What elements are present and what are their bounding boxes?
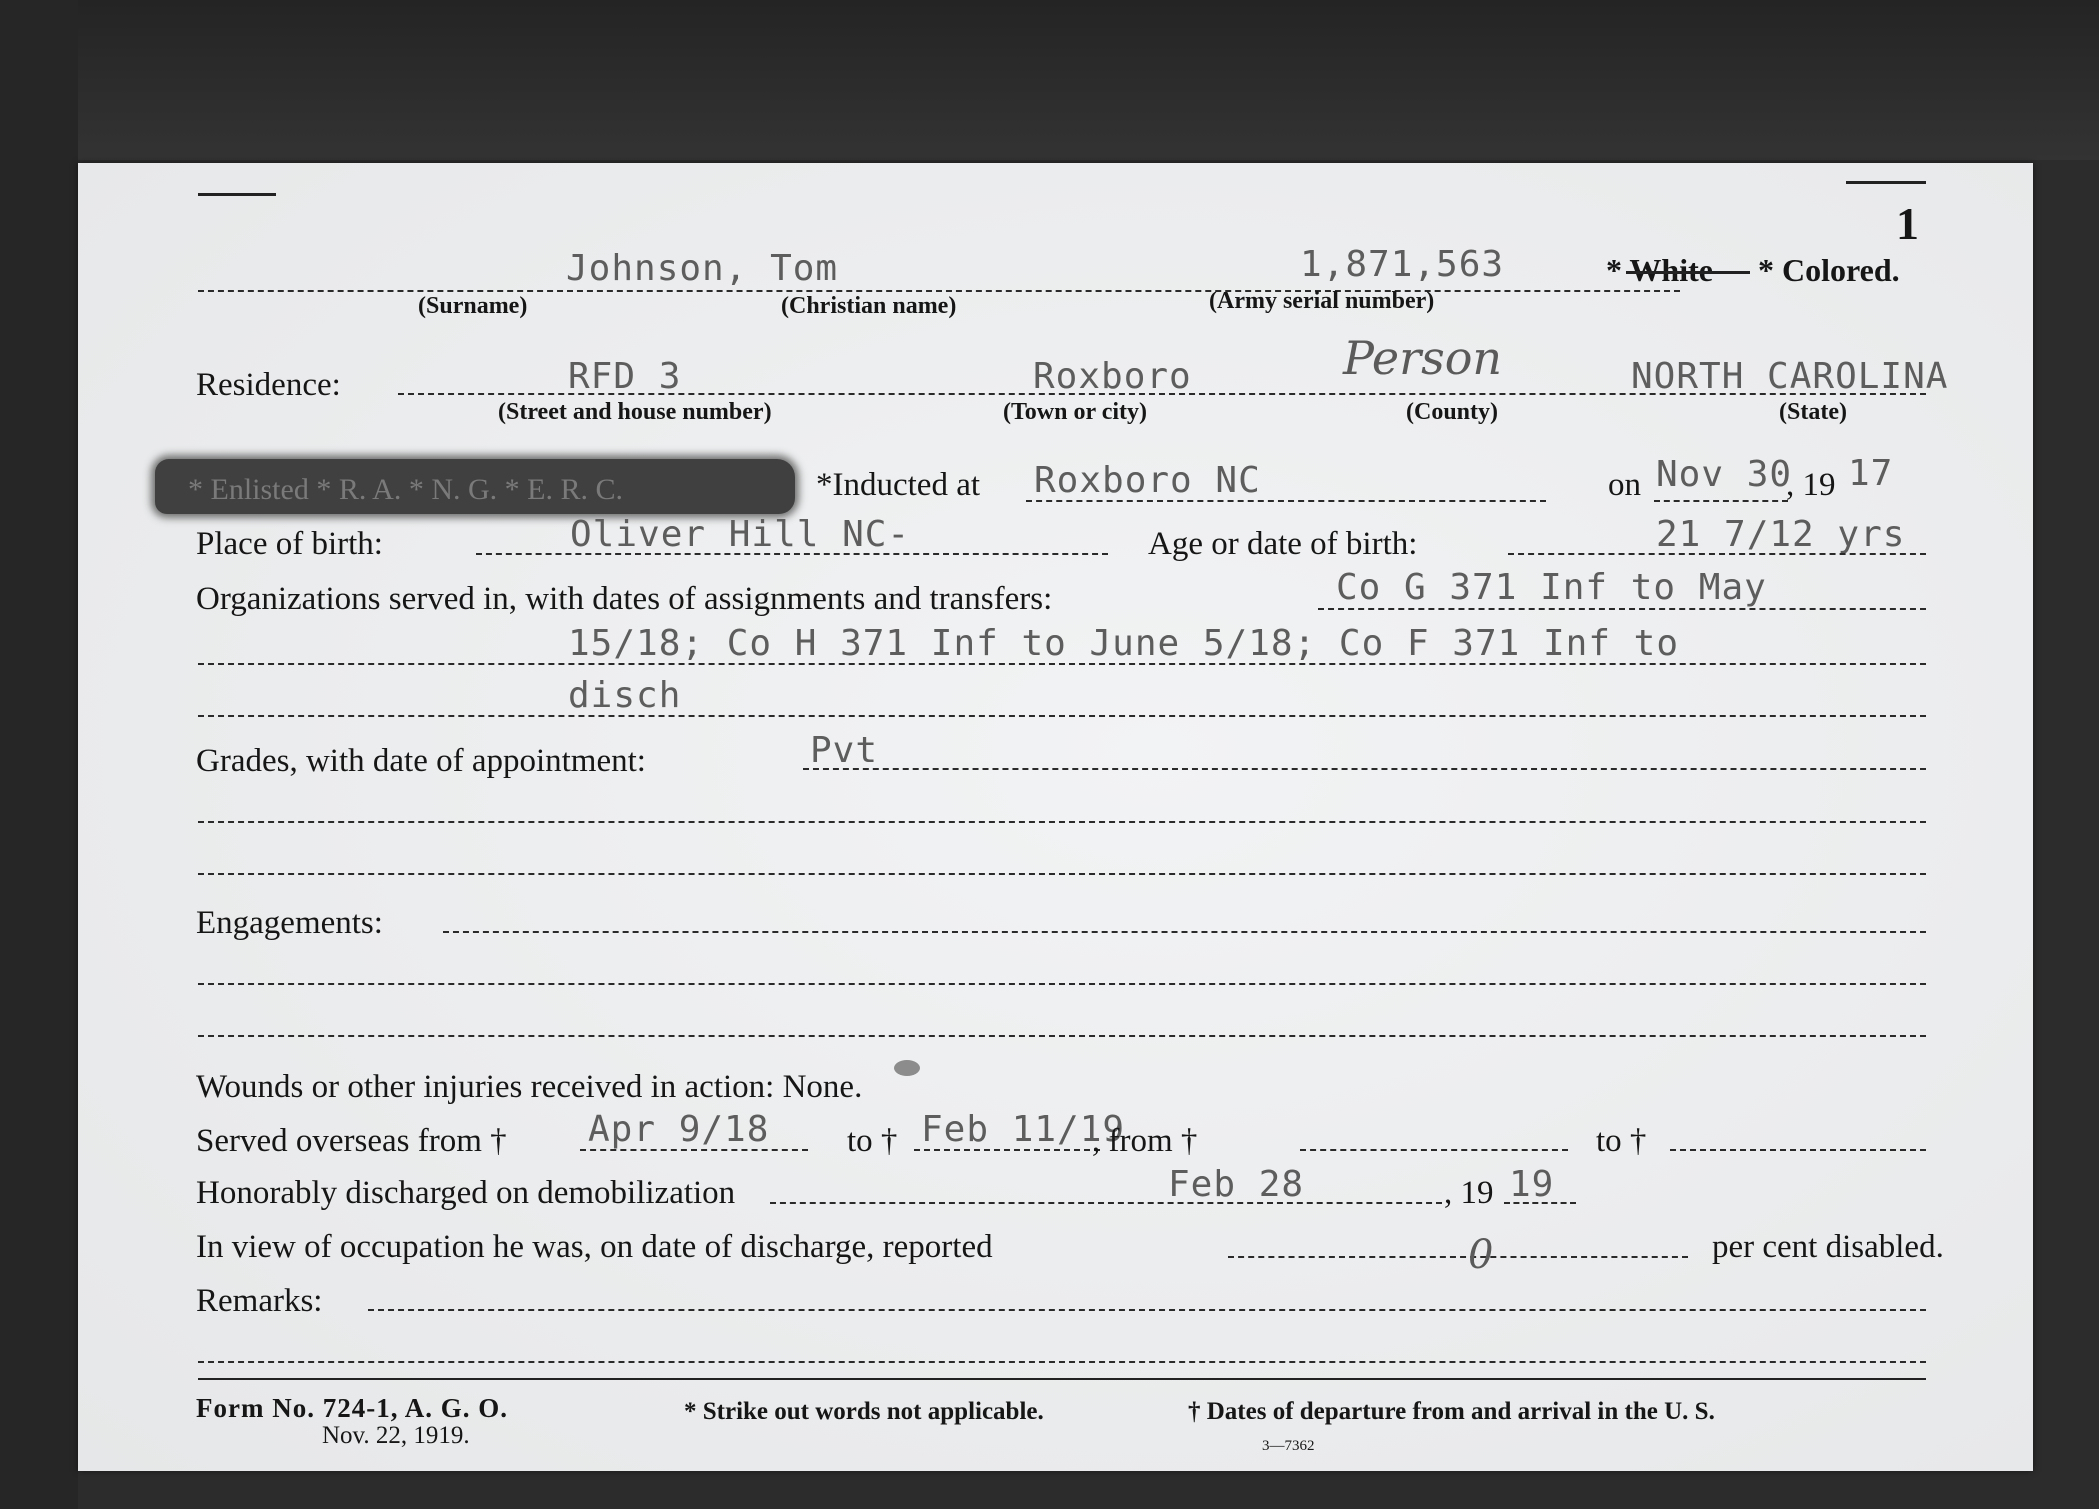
overseas-from2-label: , from † [1092, 1123, 1198, 1159]
top-right-rule [1846, 181, 1926, 184]
inducted-date-line [1654, 500, 1788, 502]
state-value: NORTH CAROLINA [1631, 356, 1949, 397]
on-label: on [1608, 467, 1641, 503]
form-date: Nov. 22, 1919. [322, 1422, 470, 1449]
organizations-line2 [198, 663, 1926, 665]
organizations-line3-value: disch [568, 675, 682, 716]
overseas-from-date: Apr 9/18 [588, 1109, 770, 1150]
overseas-to-line [914, 1149, 1100, 1151]
place-of-birth-line [476, 553, 1108, 555]
discharge-year-line [1504, 1202, 1576, 1204]
organizations-label: Organizations served in, with dates of assignments and transfers: [196, 581, 1053, 617]
christian-name-caption: (Christian name) [781, 293, 957, 319]
serial-caption: (Army serial number) [1209, 288, 1435, 314]
inducted-year-value: 17 [1848, 453, 1894, 494]
form-number: Form No. 724-1, A. G. O. [196, 1393, 508, 1423]
engagements-line2 [198, 983, 1926, 985]
engagements-label: Engagements: [196, 905, 383, 941]
disability-line [1228, 1256, 1688, 1258]
discharge-date-value: Feb 28 [1168, 1164, 1305, 1205]
inducted-date-value: Nov 30 [1656, 454, 1793, 495]
inducted-line [1026, 500, 1546, 502]
organizations-line1 [1318, 608, 1926, 610]
discharge-year-prefix: , 19 [1444, 1175, 1494, 1211]
discharge-line [770, 1202, 1442, 1204]
disability-value: 0 [1468, 1232, 1494, 1278]
grades-line2 [198, 821, 1926, 823]
inducted-label: *Inducted at [816, 467, 981, 503]
footer-rule [198, 1378, 1926, 1380]
grades-line1 [803, 768, 1926, 770]
strike-out-note: * Strike out words not applicable. [684, 1398, 1044, 1425]
street-caption: (Street and house number) [498, 399, 772, 425]
ink-blot [894, 1060, 920, 1076]
place-of-birth-value: Oliver Hill NC- [570, 514, 911, 555]
overseas-to2-line [1670, 1149, 1926, 1151]
record-card [78, 163, 2033, 1471]
overseas-from2-line [1300, 1149, 1568, 1151]
residence-label: Residence: [196, 367, 341, 403]
top-left-rule [198, 193, 276, 196]
surname-name-value: Johnson, Tom [566, 248, 839, 289]
overseas-from-line [580, 1149, 808, 1151]
state-caption: (State) [1779, 399, 1847, 425]
organizations-line1-value: Co G 371 Inf to May [1336, 567, 1767, 608]
age-label: Age or date of birth: [1148, 526, 1418, 562]
grades-label: Grades, with date of appointment: [196, 743, 646, 779]
white-strikethrough [1626, 271, 1750, 274]
age-line [1508, 553, 1926, 555]
remarks-line1 [368, 1309, 1926, 1311]
background-left [0, 0, 78, 1509]
inducted-year-prefix: , 19 [1786, 467, 1836, 503]
town-caption: (Town or city) [1003, 399, 1147, 425]
race-colored: * Colored. [1758, 252, 1900, 288]
discharge-label: Honorably discharged on demobilization [196, 1175, 736, 1211]
discharge-year-value: 19 [1509, 1164, 1555, 1205]
background-top [0, 0, 2099, 160]
card-number: 1 [1896, 198, 1919, 249]
dates-note: † Dates of departure from and arrival in the U. S. [1188, 1398, 1715, 1425]
age-value: 21 7/12 yrs [1656, 514, 1906, 555]
race-white: * White [1606, 252, 1713, 288]
street-value: RFD 3 [568, 356, 682, 397]
print-code: 3—7362 [1262, 1438, 1315, 1454]
inducted-place-value: Roxboro NC [1034, 460, 1261, 501]
name-line [198, 290, 1680, 292]
grades-value: Pvt [810, 730, 879, 771]
serial-number-value: 1,871,563 [1300, 244, 1505, 285]
overseas-from-label: Served overseas from † [196, 1123, 507, 1159]
residence-line [398, 393, 1926, 395]
county-caption: (County) [1406, 399, 1499, 425]
overseas-to2-label: to † [1596, 1123, 1647, 1159]
remarks-label: Remarks: [196, 1283, 323, 1319]
disability-suffix: per cent disabled. [1712, 1229, 1944, 1265]
wounds-text: Wounds or other injuries received in action: None. [196, 1069, 863, 1105]
disability-label: In view of occupation he was, on date of discharge, reported [196, 1229, 993, 1265]
engagements-line1 [443, 931, 1926, 933]
town-value: Roxboro [1033, 356, 1192, 397]
enlisted-options: * Enlisted * R. A. * N. G. * E. R. C. [188, 473, 624, 506]
grades-line3 [198, 873, 1926, 875]
county-value: Person [1343, 331, 1503, 385]
remarks-line2 [198, 1361, 1926, 1363]
place-of-birth-label: Place of birth: [196, 526, 383, 562]
overseas-to-date: Feb 11/19 [921, 1109, 1126, 1150]
organizations-line3 [198, 715, 1926, 717]
surname-caption: (Surname) [418, 293, 528, 319]
overseas-to-label: to † [847, 1123, 898, 1159]
engagements-line3 [198, 1035, 1926, 1037]
organizations-line2-value: 15/18; Co H 371 Inf to June 5/18; Co F 371 Inf to [568, 623, 1680, 664]
